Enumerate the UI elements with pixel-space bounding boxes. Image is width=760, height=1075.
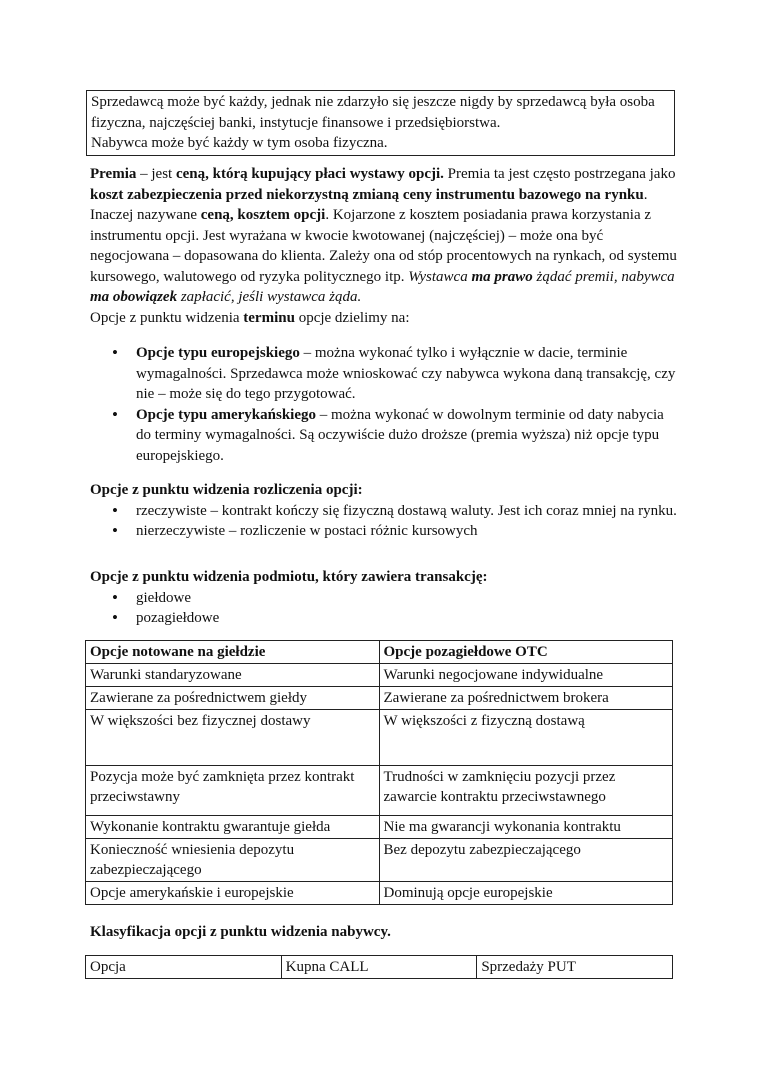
table-header-row <box>86 956 673 979</box>
table-row <box>86 710 673 766</box>
section-heading: Opcje z punktu widzenia rozliczenia opcji: <box>90 482 363 498</box>
podmiot-list <box>90 588 680 629</box>
info-box-line: Nabywca może być każdy w tym osoba fizyczna. <box>91 135 388 151</box>
termin-list-section <box>90 343 680 466</box>
termin-list <box>90 343 680 466</box>
table-row <box>86 766 673 816</box>
table-cell: Opcja <box>86 956 282 979</box>
table-cell: Nie ma gwarancji wykonania kontraktu <box>379 816 673 839</box>
rozliczenie-section <box>90 480 680 542</box>
list-item: • pozagiełdowe <box>90 608 680 629</box>
table-cell: Konieczność wniesienia depozytu zabezpieczającego <box>86 839 380 882</box>
table-cell: W większości z fizyczną dostawą <box>379 710 673 766</box>
table-cell: Trudności w zamknięciu pozycji przez zawarcie kontraktu przeciwstawnego <box>379 766 673 816</box>
table-row <box>86 882 673 905</box>
rozliczenie-list <box>90 501 680 542</box>
table-cell: W większości bez fizycznej dostawy <box>86 710 380 766</box>
section-heading: Opcje z punktu widzenia podmiotu, który zawiera transakcję: <box>90 569 488 585</box>
info-box-line: Sprzedawcą może być każdy, jednak nie zdarzyło się jeszcze nigdy by sprzedawcą była osoba <box>91 94 655 110</box>
list-item: • giełdowe <box>90 588 680 609</box>
comparison-table <box>85 640 673 905</box>
list-item: • Opcje typu europejskiego – można wykonać tylko i wyłącznie w dacie, terminie wymagalności. Sprzedawca może wnioskować czy nabywca wykona daną transakcję, czy nie – może się do tego przygotować. <box>90 343 680 405</box>
table-row <box>86 687 673 710</box>
list-item: • nierzeczywiste – rozliczenie w postaci różnic kursowych <box>90 521 680 542</box>
table-cell: Sprzedaży PUT <box>477 956 673 979</box>
table-cell: Zawierane za pośrednictwem giełdy <box>86 687 380 710</box>
table-cell: Zawierane za pośrednictwem brokera <box>379 687 673 710</box>
list-item: • rzeczywiste – kontrakt kończy się fizyczną dostawą waluty. Jest ich coraz mniej na rynku. <box>90 501 680 522</box>
premia-section <box>90 164 680 328</box>
table-cell: Dominują opcje europejskie <box>379 882 673 905</box>
info-box-line: fizyczna, najczęściej banki, instytucje finansowe i przedsiębiorstwa. <box>91 114 501 131</box>
table-cell: Bez depozytu zabezpieczającego <box>379 839 673 882</box>
table-header-cell: Opcje notowane na giełdzie <box>86 641 380 664</box>
table-cell: Warunki negocjowane indywidualne <box>379 664 673 687</box>
info-box <box>86 90 675 156</box>
classification-table <box>85 955 673 979</box>
table-cell: Pozycja może być zamknięta przez kontrakt przeciwstawny <box>86 766 380 816</box>
table-header-row <box>86 641 673 664</box>
premia-paragraph: Premia – jest ceną, którą kupujący płaci wystawy opcji. Premia ta jest często postrzegana jako koszt zabezpieczenia przed niekorzystną zmianą ceny instrumentu bazowego na rynku. Inaczej nazywane ceną, kosztem opcji. Kojarzone z kosztem posiadania prawa korzystania z instrumentu opcji. Jest wyrażana w kwocie kwotowanej (najczęściej) – może ona być negocjowana – dopasowana do klienta. Zależy ona od stóp procentowych na rynkach, od systemu kursowego, walutowego od ryzyka politycznego itp. Wystawca ma prawo żądać premii, nabywca ma obowiązek zapłacić, jeśli wystawca żąda. <box>90 166 677 305</box>
table-header-cell: Opcje pozagiełdowe OTC <box>379 641 673 664</box>
table-cell: Wykonanie kontraktu gwarantuje giełda <box>86 816 380 839</box>
table-row <box>86 664 673 687</box>
table-cell: Kupna CALL <box>281 956 477 979</box>
klasyfikacja-heading: Klasyfikacja opcji z punktu widzenia nabywcy. <box>90 924 391 940</box>
premia-term: Premia <box>90 166 137 182</box>
table-cell: Opcje amerykańskie i europejskie <box>86 882 380 905</box>
termin-intro: Opcje z punktu widzenia terminu opcje dzielimy na: <box>90 309 410 326</box>
table-cell: Warunki standaryzowane <box>86 664 380 687</box>
list-item: • Opcje typu amerykańskiego – można wykonać w dowolnym terminie od daty nabycia do terminy wymagalności. Są oczywiście dużo droższe (premia wyższa) niż opcje typu europejskiego. <box>90 405 680 467</box>
table-row <box>86 839 673 882</box>
table-row <box>86 816 673 839</box>
podmiot-section <box>90 567 680 629</box>
